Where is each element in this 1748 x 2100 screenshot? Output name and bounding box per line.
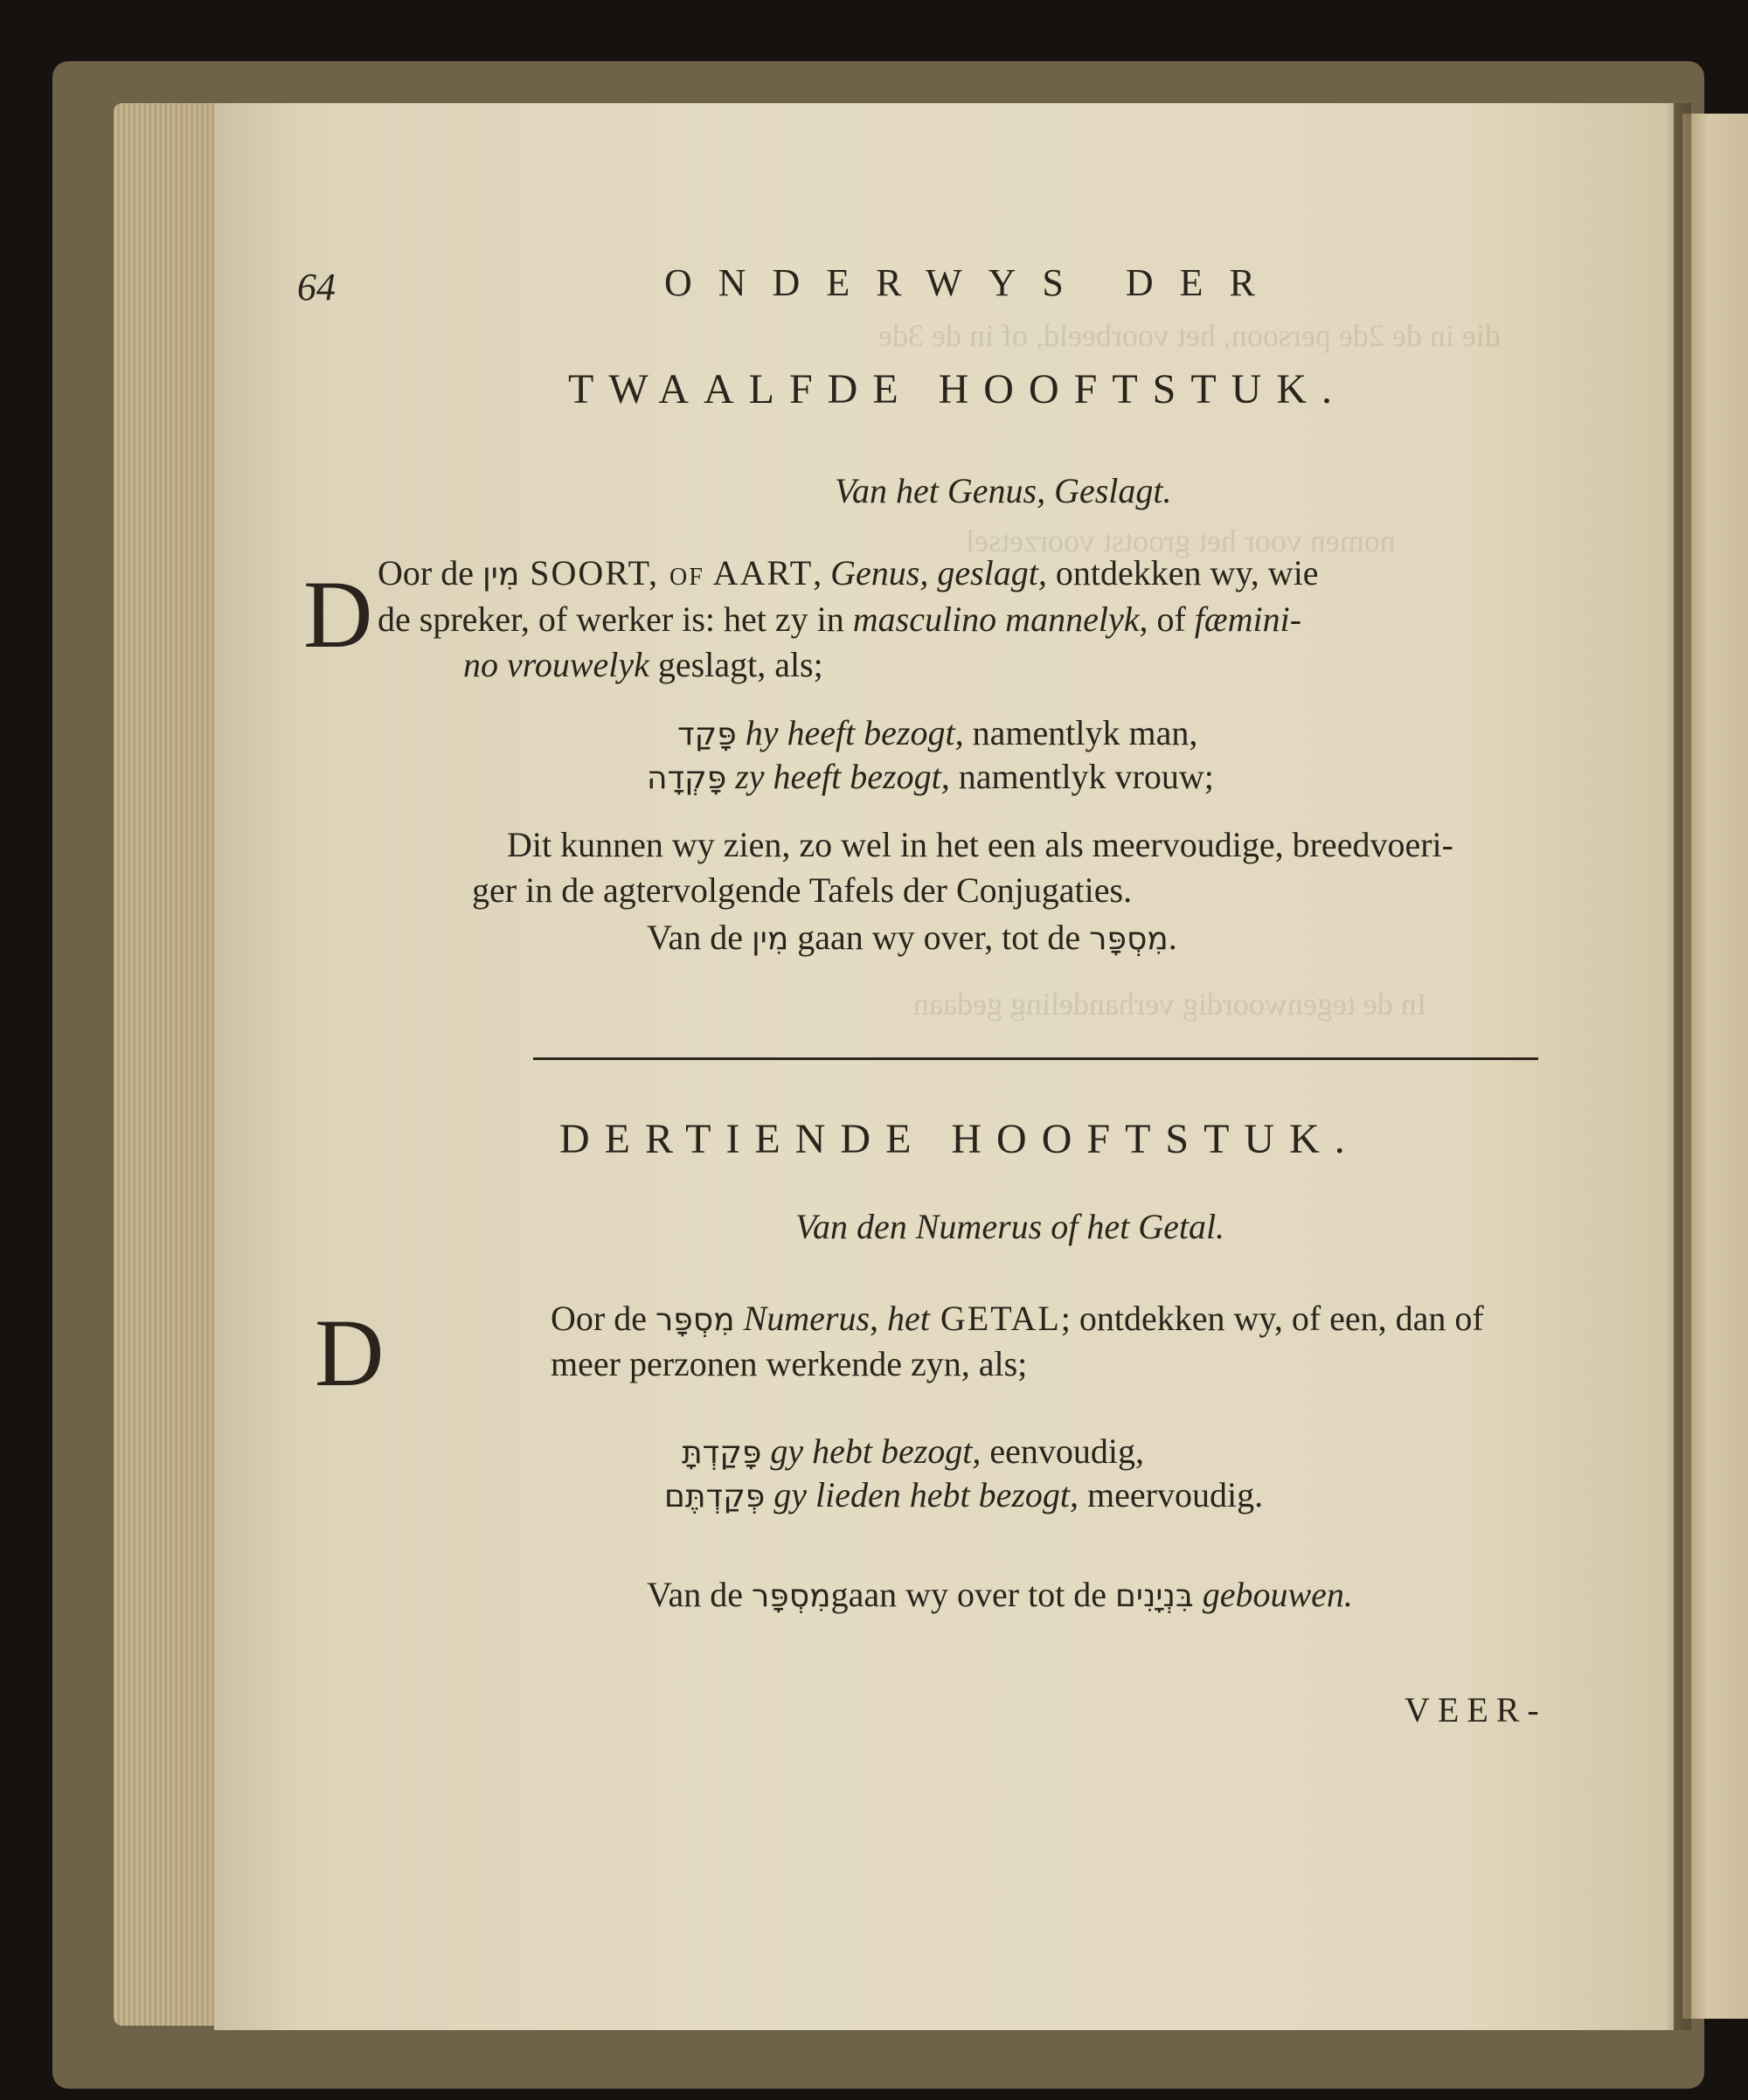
italic-text: masculino mannelyk (852, 600, 1140, 639)
text: , (813, 553, 831, 593)
text: Van de (647, 918, 752, 957)
text: . (1168, 918, 1177, 957)
text: de spreker, of werker is: het zy in (378, 600, 853, 639)
hebrew-word: פְּקַדְתֶּם (664, 1479, 766, 1514)
gutter-shadow (1665, 103, 1691, 2030)
text: Oor de (378, 553, 482, 593)
paragraph-line: Dit kunnen wy zien, zo wel in het een als meervoudige, breedvoeri- (507, 825, 1453, 864)
italic-text: Numerus (734, 1299, 871, 1338)
italic-text: no vrouwelyk (463, 645, 649, 684)
text: ; ontdekken wy, of een, dan of (1060, 1299, 1484, 1338)
paragraph-line (463, 645, 823, 685)
show-through-text: In de tegenwoordig verhandeling gedaan (913, 987, 1427, 1022)
drop-cap: D (303, 561, 373, 668)
hebrew-word: מִין (751, 921, 789, 957)
paragraph-line (551, 1299, 1484, 1341)
show-through-text: die in de 2de persoon, het voorbeeld, of in de 3de (878, 318, 1501, 353)
transition-line (647, 1575, 1353, 1617)
catchword: VEER- (1405, 1690, 1547, 1729)
text: GETAL (929, 1299, 1061, 1338)
show-through-text: nomen voor het grootst voorzetsel (966, 523, 1396, 558)
text: , (870, 1299, 888, 1338)
hebrew-word: פָּקְדָה (647, 760, 727, 796)
example-line (647, 757, 1214, 799)
italic-text: hy heeft bezogt, (745, 713, 964, 752)
text: AART (712, 553, 814, 593)
hebrew-word: פָּקַדְתָּ (682, 1435, 762, 1471)
text: geslagt, als; (649, 645, 823, 684)
text: eenvoudig, (981, 1431, 1145, 1471)
example-line (677, 713, 1197, 755)
italic-text: gy lieden hebt bezogt, (773, 1475, 1079, 1514)
paragraph-line: meer perzonen werkende zyn, als; (551, 1344, 1028, 1383)
transition-line (647, 918, 1177, 960)
text: Oor de (551, 1299, 656, 1338)
text: Van de (647, 1575, 752, 1614)
hebrew-word: בִּנְיָנִים (1115, 1578, 1194, 1614)
italic-text: zy heeft bezogt, (735, 757, 950, 796)
text: gaan wy over, tot de (788, 918, 1090, 957)
italic-text: Genus, geslagt, (830, 553, 1047, 593)
hebrew-word: מִין (482, 557, 520, 593)
facing-page-edge (1682, 114, 1748, 2019)
italic-text: gebouwen. (1193, 1575, 1353, 1614)
text: ontdekken wy, wie (1046, 553, 1319, 593)
page-edges (114, 103, 227, 2026)
italic-text: het (887, 1299, 930, 1338)
text: namentlyk vrouw; (949, 757, 1214, 796)
chapter-subtitle-12: Van het Genus, Geslagt. (835, 471, 1172, 510)
hebrew-word: מִסְפָּר (751, 1578, 831, 1614)
text: namentlyk man, (963, 713, 1198, 752)
text: meervoudig. (1079, 1475, 1264, 1514)
chapter-title-12: TWAALFDE HOOFTSTUK. (568, 366, 1347, 412)
paragraph-line (378, 600, 1301, 640)
text: , of (1139, 600, 1195, 639)
text: gaan wy over tot de (830, 1575, 1116, 1614)
italic-text: gy hebt bezogt, (770, 1431, 982, 1471)
running-title: ONDERWYS DER (664, 261, 1281, 304)
drop-cap: D (315, 1300, 385, 1406)
hebrew-word: מִסְפָּר (655, 1302, 735, 1338)
section-divider (533, 1057, 1538, 1060)
text: SOORT, of (519, 553, 713, 593)
example-line (664, 1475, 1263, 1517)
paragraph-line (378, 553, 1319, 595)
book-page (214, 103, 1674, 2030)
page-number: 64 (297, 266, 336, 308)
example-line (682, 1431, 1144, 1473)
hebrew-word: מִסְפָּר (1089, 921, 1169, 957)
hebrew-word: פָּקַד (677, 717, 737, 752)
chapter-title-13: DERTIENDE HOOFTSTUK. (559, 1116, 1360, 1162)
paragraph-line: ger in de agtervolgende Tafels der Conjugaties. (472, 870, 1133, 910)
chapter-subtitle-13: Van den Numerus of het Getal. (795, 1207, 1225, 1246)
italic-text: fæmini- (1194, 600, 1302, 639)
